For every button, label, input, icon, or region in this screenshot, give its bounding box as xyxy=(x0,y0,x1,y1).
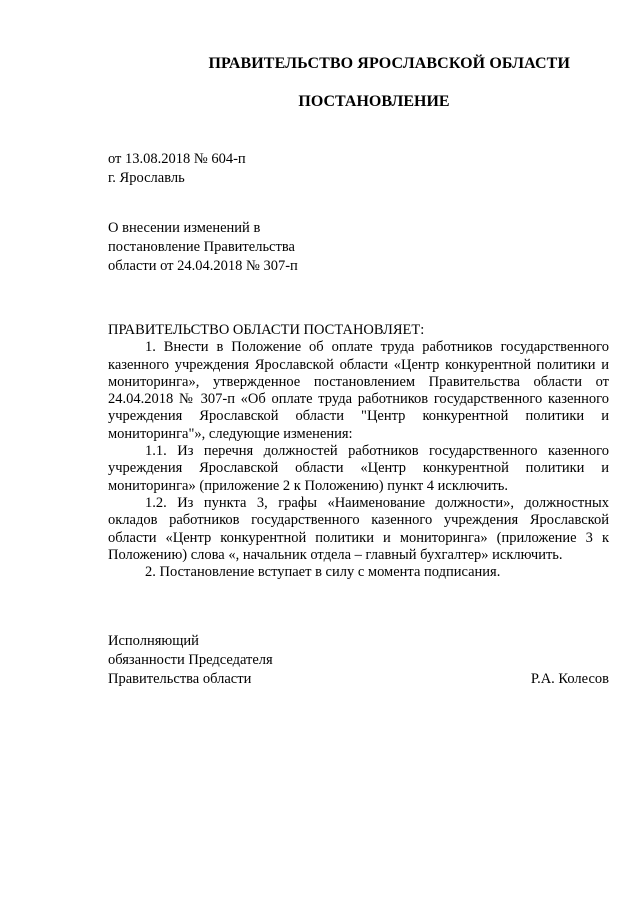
government-title: ПРАВИТЕЛЬСТВО ЯРОСЛАВСКОЙ ОБЛАСТИ xyxy=(208,55,570,72)
date-number: от 13.08.2018 № 604-п xyxy=(108,151,246,167)
document-subject xyxy=(108,219,298,276)
signatory-title-line: Исполняющий xyxy=(108,633,199,649)
signatory-title-line: обязанности Председателя xyxy=(108,652,273,668)
decree-heading: ПРАВИТЕЛЬСТВО ОБЛАСТИ ПОСТАНОВЛЯЕТ: xyxy=(108,322,425,338)
signature-block xyxy=(108,632,609,689)
city: г. Ярославль xyxy=(108,170,185,186)
document-meta xyxy=(108,150,246,188)
signatory-name: Р.А. Колесов xyxy=(530,671,609,687)
body-paragraph: 1. Внести в Положение об оплате труда работников государственного казенного учреждения Ярославской области «Центр конкурентной политики и мониторинга», утвержденное постановлением Правительства области от 24.04.2018 № 307-п «Об оплате труда работников государственного казенного учреждения Ярославской области "Центр конкурентной политики и мониторинга"», следующие изменения: xyxy=(108,339,609,442)
signatory-title-line: Правительства области xyxy=(108,671,252,687)
body-paragraph: 2. Постановление вступает в силу с момента подписания. xyxy=(145,564,501,581)
document-type-title: ПОСТАНОВЛЕНИЕ xyxy=(298,93,450,110)
body-paragraph: 1.2. Из пункта 3, графы «Наименование должности», должностных окладов работников государственного казенного учреждения Ярославской области «Центр конкурентной политики и мониторинга» (приложение 3 к Положению) слова «, начальник отдела – главный бухгалтер» исключить. xyxy=(108,494,609,563)
signatory-row xyxy=(108,670,609,689)
subject-line: постановление Правительства xyxy=(108,239,295,255)
body-paragraph: 1.1. Из перечня должностей работников государственного казенного учреждения Ярославской области «Центр конкурентной политики и мониторинга» (приложение 2 к Положению) пункт 4 исключить. xyxy=(108,443,609,494)
subject-line: области от 24.04.2018 № 307-п xyxy=(108,258,298,274)
document-body xyxy=(108,322,609,581)
subject-line: О внесении изменений в xyxy=(108,220,261,236)
